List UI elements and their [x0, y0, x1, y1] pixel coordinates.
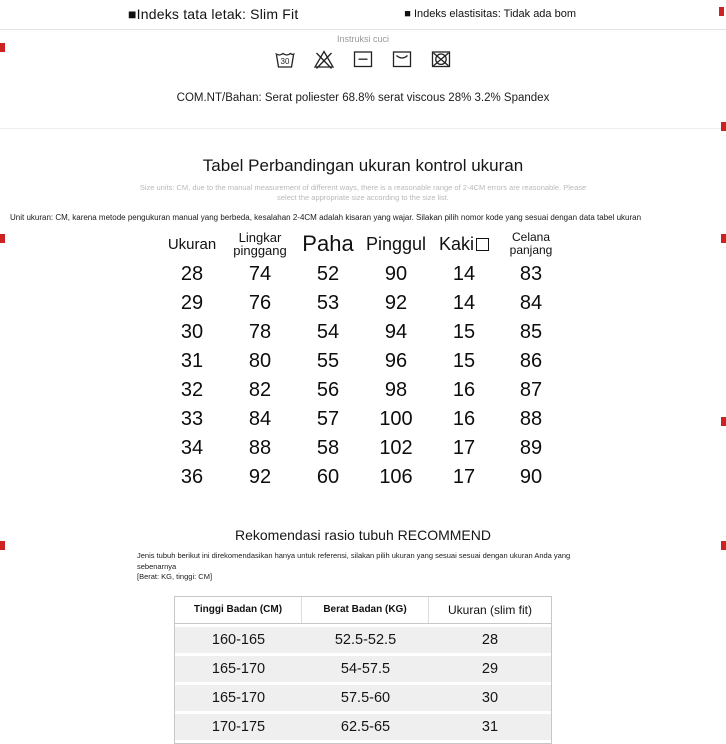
size-table-row-cell: 52	[316, 263, 340, 286]
size-table-row-cell: 60	[316, 466, 340, 489]
size-table-row-cell: 90	[519, 466, 543, 489]
edge-artifact	[721, 541, 726, 550]
size-table-row-cell: 28	[180, 263, 204, 286]
recommend-table-row-cell: 30	[481, 689, 499, 706]
edge-artifact	[721, 122, 726, 131]
recommend-table-row-cell: 28	[481, 631, 499, 648]
edge-artifact	[0, 541, 5, 550]
edge-artifact	[719, 7, 724, 16]
recommend-table-row	[175, 685, 551, 711]
col-kaki	[432, 234, 496, 255]
recommend-note-line1: Jenis tubuh berikut ini direkomendasikan hanya untuk referensi, silakan pilih ukuran yang sesuai sesuai dengan ukuran Anda yang sebenarnya	[137, 551, 571, 571]
size-table-row-cell: 17	[452, 466, 476, 489]
size-table-row-cell: 100	[379, 408, 413, 431]
size-table-row-cell: 80	[248, 350, 272, 373]
size-table-row-cell: 86	[519, 350, 543, 373]
care-instructions-title: Instruksi cuci	[336, 34, 389, 44]
dry-flat-icon	[350, 47, 376, 71]
size-table-row-cell: 98	[384, 379, 408, 402]
size-table-row-cell: 89	[519, 437, 543, 460]
recommend-note	[137, 551, 589, 583]
size-table-row	[160, 463, 566, 492]
col-lingkar-pinggang: Lingkar pinggang	[233, 229, 287, 259]
recommend-table-row-cell: 52.5-52.5	[334, 631, 397, 648]
square-outline-icon	[476, 238, 489, 251]
size-table-row-cell: 88	[248, 437, 272, 460]
size-table-row	[160, 376, 566, 405]
size-table-row-cell: 15	[452, 350, 476, 373]
size-table-row	[160, 405, 566, 434]
recommend-table-row	[175, 656, 551, 682]
recommend-table	[174, 596, 552, 744]
size-note-indonesian: Unit ukuran: CM, karena metode pengukuran manual yang berbeda, kesalahan 2-4CM adalah kisaran yang wajar. Silakan pilih nomor kode yang sesuai dengan data tabel ukuran	[10, 213, 642, 223]
size-table-row-cell: 58	[316, 437, 340, 460]
edge-artifact	[721, 234, 726, 243]
size-table-row-cell: 53	[316, 292, 340, 315]
recommend-table-row-cell: 29	[481, 660, 499, 677]
recommend-table-row-cell: 170-175	[211, 718, 266, 735]
col-pinggul: Pinggul	[365, 233, 427, 254]
size-table-row-cell: 84	[519, 292, 543, 315]
size-table-row	[160, 289, 566, 318]
size-note-english: Size units: CM, due to the manual measurement of different ways, there is a reasonable range of 2-4CM errors are reasonable. Please select the appropriate size according to the size list.	[139, 183, 587, 203]
size-table-row	[160, 347, 566, 376]
size-table-row-cell: 30	[180, 321, 204, 344]
do-not-tumble-dry-icon	[428, 47, 454, 71]
size-table	[160, 228, 566, 492]
size-table-row-cell: 29	[180, 292, 204, 315]
col-kaki-label: Kaki	[438, 233, 474, 254]
care-icons-row	[0, 47, 726, 71]
col-berat-badan: Berat Badan (KG)	[302, 597, 429, 623]
col-paha: Paha	[302, 231, 354, 257]
svg-text:30: 30	[280, 57, 290, 66]
size-table-row-cell: 83	[519, 263, 543, 286]
recommend-table-header	[175, 597, 551, 624]
fit-index-label: ■Indeks tata letak: Slim Fit	[128, 6, 299, 22]
size-table-header	[160, 228, 566, 260]
edge-artifact	[721, 417, 726, 426]
edge-artifact	[0, 43, 5, 52]
size-table-row-cell: 84	[248, 408, 272, 431]
recommend-note-line2: [Berat: KG, tinggi: CM]	[137, 572, 213, 582]
size-table-row	[160, 260, 566, 289]
size-table-row-cell: 36	[180, 466, 204, 489]
recommend-table-row-cell: 165-170	[211, 689, 266, 706]
size-table-row-cell: 16	[452, 379, 476, 402]
size-table-row-cell: 82	[248, 379, 272, 402]
col-ukuran-slim-fit: Ukuran (slim fit)	[447, 602, 532, 617]
size-table-row-cell: 87	[519, 379, 543, 402]
section-divider	[0, 128, 726, 129]
do-not-bleach-icon	[311, 47, 337, 71]
size-table-row-cell: 54	[316, 321, 340, 344]
size-table-row-cell: 17	[452, 437, 476, 460]
recommend-table-row-cell: 54-57.5	[340, 660, 391, 677]
size-table-row-cell: 32	[180, 379, 204, 402]
recommend-table-body	[175, 627, 551, 743]
recommend-title: Rekomendasi rasio tubuh RECOMMEND	[235, 527, 491, 544]
size-table-row-cell: 90	[384, 263, 408, 286]
recommend-table-row-cell: 31	[481, 718, 499, 735]
size-table-row-cell: 92	[248, 466, 272, 489]
size-table-row-cell: 78	[248, 321, 272, 344]
size-table-row-cell: 88	[519, 408, 543, 431]
size-table-row-cell: 74	[248, 263, 272, 286]
recommend-table-row-cell: 165-170	[211, 660, 266, 677]
size-table-row	[160, 318, 566, 347]
size-table-row-cell: 76	[248, 292, 272, 315]
size-table-row-cell: 55	[316, 350, 340, 373]
size-table-row-cell: 102	[379, 437, 413, 460]
recommend-table-row-cell: 62.5-65	[340, 718, 391, 735]
recommend-table-row-cell: 57.5-60	[340, 689, 391, 706]
size-table-row-cell: 94	[384, 321, 408, 344]
size-table-title: Tabel Perbandingan ukuran kontrol ukuran	[202, 156, 524, 175]
material-composition: COM.NT/Bahan: Serat poliester 68.8% serat viscous 28% 3.2% Spandex	[176, 92, 550, 104]
size-table-row-cell: 56	[316, 379, 340, 402]
size-table-row-cell: 15	[452, 321, 476, 344]
index-header	[0, 0, 726, 30]
size-table-body	[160, 260, 566, 492]
recommend-table-row-cell: 160-165	[211, 631, 266, 648]
natural-dry-icon	[389, 47, 415, 71]
size-table-row-cell: 106	[379, 466, 413, 489]
size-table-row-cell: 57	[316, 408, 340, 431]
size-table-row-cell: 33	[180, 408, 204, 431]
recommend-table-row	[175, 627, 551, 653]
col-celana-panjang: Celana panjang	[509, 230, 553, 258]
size-table-row-cell: 96	[384, 350, 408, 373]
col-ukuran: Ukuran	[167, 235, 217, 253]
elasticity-index-label: ■ Indeks elastisitas: Tidak ada bom	[404, 8, 576, 20]
recommend-table-row	[175, 714, 551, 740]
edge-artifact	[0, 234, 5, 243]
col-tinggi-badan: Tinggi Badan (CM)	[175, 597, 302, 623]
size-table-row-cell: 14	[452, 292, 476, 315]
size-table-row-cell: 31	[180, 350, 204, 373]
wash-30-icon	[272, 47, 298, 71]
size-table-row	[160, 434, 566, 463]
size-table-row-cell: 85	[519, 321, 543, 344]
size-table-row-cell: 16	[452, 408, 476, 431]
size-table-row-cell: 34	[180, 437, 204, 460]
size-table-row-cell: 14	[452, 263, 476, 286]
size-table-row-cell: 92	[384, 292, 408, 315]
